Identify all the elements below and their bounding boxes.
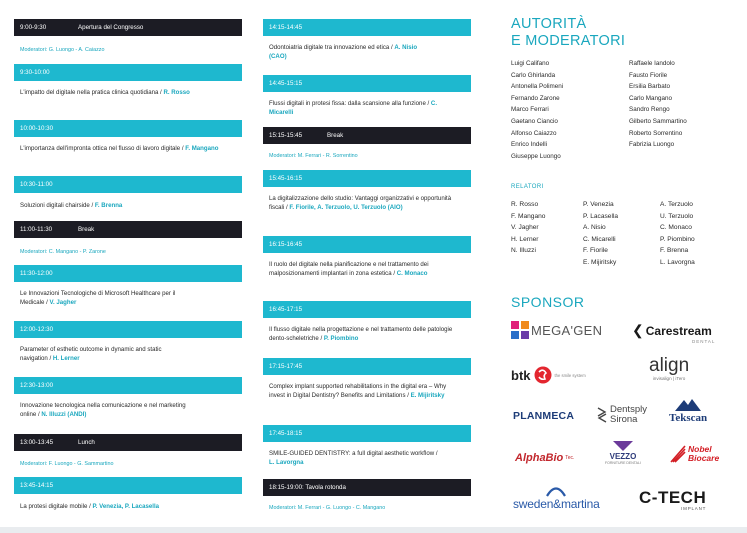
talk-speaker: P. Venezia, P. Lacasella bbox=[92, 503, 160, 510]
alphabio-subtext: Tec. bbox=[565, 455, 575, 461]
talk-title: SMILE-GUIDED DENTISTRY: a full digital aesthetic workflow bbox=[269, 450, 435, 457]
authorities-title-line1: AUTORITÀ bbox=[511, 16, 587, 32]
megagen-icon bbox=[511, 321, 529, 339]
session-bar: 11:30-12:00 bbox=[14, 265, 242, 282]
session-bar bbox=[14, 434, 242, 451]
session-title: Break bbox=[78, 226, 95, 233]
talk-entry: La digitalizzazione dello studio: Vantaggi organizzativi e opportunità fiscali / F. Fiorile, A. Terzuolo, U. Terzuolo (AIO) bbox=[269, 195, 452, 211]
session-bar: 17:45-18:15 bbox=[263, 425, 471, 442]
align-text: align bbox=[649, 355, 690, 376]
megagen-logo bbox=[511, 321, 602, 339]
btk-logo bbox=[511, 366, 586, 384]
person-name: C. Micarelli bbox=[583, 235, 616, 243]
talk-title: La digitalizzazione dello studio: Vantaggi organizzativi e opportunità fiscali bbox=[269, 195, 452, 211]
person-name: Carlo Mangano bbox=[629, 94, 673, 102]
talk-entry: L'impatto del digitale nella pratica clinica quotidiana / R. Rosso bbox=[20, 89, 190, 96]
carestream-subtext: DENTAL bbox=[692, 339, 716, 344]
person-name: Alfonso Caiazzo bbox=[511, 129, 557, 137]
session-bar: 10:00-10:30 bbox=[14, 120, 242, 137]
moderators-line: Moderatori: C. Mangano - P. Zarone bbox=[20, 249, 106, 255]
person-name: P. Piombino bbox=[660, 235, 695, 243]
dentsply-sirona-logo bbox=[597, 405, 647, 425]
person-name: Enrico Indelli bbox=[511, 141, 548, 149]
person-name: A. Nisio bbox=[583, 224, 606, 232]
person-name: Raffaele Iandolo bbox=[629, 60, 675, 67]
person-name: Sandro Rengo bbox=[629, 106, 670, 114]
talk-title: Flussi digitali in protesi fissa: dalla scansione alla funzione bbox=[269, 100, 426, 107]
talk-speaker: F. Brenna bbox=[94, 202, 123, 209]
vezzo-subtext: FORNITURE DENTALI bbox=[605, 461, 641, 465]
talk-speaker: F. Mangano bbox=[185, 145, 219, 152]
authorities-list-left bbox=[511, 58, 563, 162]
btk-subtext: the smile system bbox=[554, 372, 586, 378]
carestream-text: Carestream bbox=[645, 323, 712, 338]
talk-title: L'importanza dell'impronta ottica nel flusso di lavoro digitale bbox=[20, 145, 181, 152]
talk-speaker: A. Nisio (CAO) bbox=[269, 44, 418, 60]
moderators-line: Moderatori: F. Luongo - G. Sammartino bbox=[20, 461, 114, 467]
planmeca-logo bbox=[513, 410, 574, 422]
person-name: Luigi Califano bbox=[511, 60, 550, 67]
person-name: Marco Ferrari bbox=[511, 106, 549, 114]
person-name: A. Terzuolo bbox=[660, 201, 693, 208]
ctech-text: C-TECH bbox=[639, 488, 707, 507]
session-bar: 16:45-17:15 bbox=[263, 301, 471, 318]
session-bar: 16:15-16:45 bbox=[263, 236, 471, 253]
person-name: N. Illuzzi bbox=[511, 247, 536, 255]
talk-speaker: H. Lerner bbox=[52, 354, 80, 362]
talk-speaker: L. Lavorgna bbox=[269, 458, 304, 466]
nobel-text: Nobel bbox=[688, 444, 712, 454]
sponsor-title: SPONSOR bbox=[511, 294, 585, 310]
tekscan-text: Tekscan bbox=[669, 412, 708, 424]
person-name: F. Brenna bbox=[660, 247, 689, 255]
session-time: 11:00-11:30 bbox=[20, 226, 53, 233]
vezzo-text: VEZZO bbox=[609, 452, 637, 461]
align-logo bbox=[649, 356, 689, 381]
talk-title: Il flusso digitale nella progettazione e nel trattamento delle patologie dento-scheletriche bbox=[269, 326, 453, 342]
moderators-line: Moderatori: M. Ferrari - G. Luongo - C. Mangano bbox=[269, 505, 386, 511]
talk-entry: Le Innovazioni Tecnologiche di Microsoft Healthcare per il Medicale / V. Jagher bbox=[20, 290, 176, 306]
btk-icon bbox=[534, 366, 552, 384]
authorities-list-right bbox=[629, 58, 687, 151]
person-name: Fausto Fiorile bbox=[629, 71, 668, 79]
talk-title: Le Innovazioni Tecnologiche di Microsoft Healthcare per il Medicale bbox=[20, 290, 176, 306]
person-name: R. Rosso bbox=[511, 201, 539, 208]
session-bar: 9:30-10:00 bbox=[14, 64, 242, 81]
speakers-list-col2 bbox=[583, 199, 618, 269]
moderators-line: Moderatori: M. Ferrari - R. Sorrentino bbox=[269, 153, 358, 159]
session-bar bbox=[14, 221, 242, 238]
person-name: Antonella Polimeni bbox=[511, 83, 564, 91]
person-name: U. Terzuolo bbox=[660, 212, 694, 220]
megagen-text: MEGA'GEN bbox=[531, 322, 603, 338]
carestream-logo bbox=[632, 322, 715, 344]
tekscan-logo bbox=[669, 398, 707, 424]
session-bar: 14:45-15:15 bbox=[263, 75, 471, 92]
person-name: V. Jagher bbox=[511, 224, 539, 232]
talk-speaker: C. Micarelli bbox=[269, 100, 438, 116]
person-name: H. Lerner bbox=[511, 235, 539, 243]
talk-entry: Complex implant supported rehabilitations in the digital era – Why invest in Digital Dentistry? Benefits and Limitations / E. Mijiritsky bbox=[269, 383, 447, 399]
vezzo-icon bbox=[612, 440, 634, 452]
sweden-martina-icon bbox=[545, 485, 567, 497]
talk-title: Complex implant supported rehabilitations in the digital era – Why invest in Digital Dentistry? Benefits and Limitations bbox=[269, 383, 447, 399]
btk-text: btk bbox=[511, 367, 531, 383]
session-title: Break bbox=[327, 132, 344, 139]
vezzo-logo bbox=[605, 440, 641, 465]
session-time: 13:00-13:45 bbox=[20, 439, 54, 446]
talk-entry: SMILE-GUIDED DENTISTRY: a full digital aesthetic workflow / L. Lavorgna bbox=[269, 450, 438, 466]
nobel-biocare-logo bbox=[669, 444, 719, 464]
person-name: Fabrizia Luongo bbox=[629, 141, 675, 149]
person-name: Gilberto Sammartino bbox=[629, 117, 687, 125]
sweden-martina-logo bbox=[513, 485, 600, 511]
talk-entry: L'importanza dell'impronta ottica nel flusso di lavoro digitale / F. Mangano bbox=[20, 145, 219, 152]
session-bar: 17:15-17:45 bbox=[263, 358, 471, 375]
session-title: Lunch bbox=[78, 439, 95, 446]
sirona-text: Sirona bbox=[610, 414, 638, 425]
talk-title: Odontoiatria digitale tra innovazione ed etica bbox=[269, 44, 390, 51]
alphabio-text: AlphaBio bbox=[515, 452, 564, 464]
person-name: Carlo Ghirlanda bbox=[511, 71, 556, 79]
session-time: 15:15-15:45 bbox=[269, 132, 303, 139]
planmeca-text: PLANMECA bbox=[513, 410, 575, 422]
talk-speaker: C. Monaco bbox=[396, 269, 428, 277]
sweden-martina-text: sweden&martina bbox=[513, 497, 600, 511]
person-name: Gaetano Ciancio bbox=[511, 117, 558, 125]
biocare-text: Biocare bbox=[688, 453, 720, 463]
talk-entry: Flussi digitali in protesi fissa: dalla scansione alla funzione / C. Micarelli bbox=[269, 100, 438, 116]
carestream-icon: ❮ bbox=[632, 322, 644, 338]
talk-title: Il ruolo del digitale nella pianificazione e nel trattamento dei malposizionamenti implantari in zona estetica bbox=[269, 261, 429, 277]
session-bar: 12:00-12:30 bbox=[14, 321, 242, 338]
talk-entry: La protesi digitale mobile / P. Venezia, P. Lacasella bbox=[20, 503, 160, 510]
alphabio-logo bbox=[515, 452, 574, 464]
session-time: 9:00-9:30 bbox=[20, 24, 47, 31]
speakers-list-col1 bbox=[511, 199, 545, 257]
talk-speaker: R. Rosso bbox=[163, 89, 190, 96]
nobel-icon bbox=[669, 444, 687, 464]
session-bar bbox=[14, 19, 242, 36]
session-bar: 18:15-19:00: Tavola rotonda bbox=[263, 479, 471, 496]
dentsply-icon bbox=[597, 407, 607, 423]
speakers-title: RELATORI bbox=[511, 184, 544, 190]
talk-title: La protesi digitale mobile bbox=[20, 503, 88, 510]
speakers-list-col3 bbox=[660, 199, 695, 269]
ctech-subtext: IMPLANT bbox=[681, 506, 707, 511]
talk-speaker: E. Mijiritsky bbox=[410, 391, 445, 399]
person-name: P. Lacasella bbox=[583, 212, 619, 220]
align-subtext: invisalign | iTero bbox=[652, 376, 686, 381]
session-title: Apertura del Congresso bbox=[78, 24, 144, 31]
talk-title: Soluzioni digitali chairside bbox=[20, 202, 90, 209]
session-bar: 12:30-13:00 bbox=[14, 377, 242, 394]
person-name: F. Fiorile bbox=[583, 247, 608, 255]
person-name: C. Monaco bbox=[660, 224, 692, 232]
talk-entry: Parameter of esthetic outcome in dynamic and static navigation / H. Lerner bbox=[20, 346, 162, 362]
talk-speaker: P. Piombino bbox=[323, 334, 359, 342]
talk-entry: Il flusso digitale nella progettazione e nel trattamento delle patologie dento-scheletriche / P. Piombino bbox=[269, 326, 453, 342]
talk-entry: Innovazione tecnologica nella comunicazione e nel marketing online / N. Illuzzi (ANDI) bbox=[20, 402, 186, 418]
dentsply-text: Dentsply bbox=[610, 404, 647, 415]
talk-entry: Il ruolo del digitale nella pianificazione e nel trattamento dei malposizionamenti implantari in zona estetica / C. Monaco bbox=[269, 261, 429, 277]
talk-speaker: V. Jagher bbox=[49, 298, 77, 306]
session-bar: 13:45-14:15 bbox=[14, 477, 242, 494]
talk-speaker: F. Fiorile, A. Terzuolo, U. Terzuolo (AIO) bbox=[289, 203, 403, 211]
session-bar bbox=[263, 127, 471, 144]
talk-title: Innovazione tecnologica nella comunicazione e nel marketing online bbox=[20, 402, 186, 418]
talk-title: Parameter of esthetic outcome in dynamic and static navigation bbox=[20, 346, 162, 362]
talk-entry: Odontoiatria digitale tra innovazione ed etica / A. Nisio (CAO) bbox=[269, 44, 418, 60]
moderators-line: Moderatori: G. Luongo - A. Caiazzo bbox=[20, 47, 105, 53]
person-name: Roberto Sorrentino bbox=[629, 129, 683, 137]
talk-speaker: N. Illuzzi (ANDI) bbox=[41, 410, 87, 418]
talk-entry: Soluzioni digitali chairside / F. Brenna bbox=[20, 202, 123, 209]
authorities-title-line2: E MODERATORI bbox=[511, 33, 626, 49]
tekscan-icon bbox=[675, 398, 701, 412]
ctech-logo bbox=[639, 489, 706, 511]
person-name: Ersilia Barbato bbox=[629, 83, 670, 91]
session-bar: 15:45-16:15 bbox=[263, 170, 471, 187]
person-name: F. Mangano bbox=[511, 212, 546, 220]
person-name: Giuseppe Luongo bbox=[511, 152, 561, 160]
person-name: Fernando Zarone bbox=[511, 94, 560, 102]
person-name: P. Venezia bbox=[583, 201, 614, 208]
session-bar: 14:15-14:45 bbox=[263, 19, 471, 36]
session-bar: 10:30-11:00 bbox=[14, 176, 242, 193]
person-name: L. Lavorgna bbox=[660, 258, 695, 266]
talk-title: L'impatto del digitale nella pratica clinica quotidiana bbox=[20, 89, 159, 96]
person-name: E. Mijiritsky bbox=[583, 258, 617, 266]
